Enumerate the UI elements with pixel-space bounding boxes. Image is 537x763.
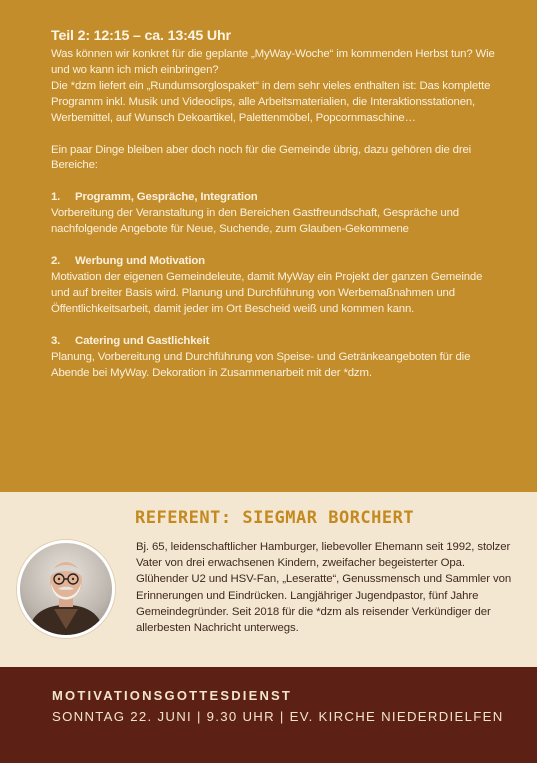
- area-2-title: Werbung und Motivation: [75, 255, 205, 268]
- spacer: [51, 238, 503, 254]
- area-3-heading: [51, 334, 503, 350]
- event-details: SONNTAG 22. JUNI | 9.30 UHR | EV. KIRCHE NIEDERDIELFEN: [52, 709, 504, 724]
- area-1: [51, 190, 503, 238]
- program-content: [51, 28, 503, 381]
- area-1-heading: [51, 190, 503, 206]
- area-3-number: 3.: [51, 334, 61, 347]
- area-3-text: Planung, Vorbereitung und Durchführung von Speise- und Getränkeangeboten für die Abende bei MyWay. Dekoration in Zusammenarbeit mit der *dzm.: [51, 350, 471, 379]
- speaker-section: [0, 492, 537, 667]
- area-3: [51, 334, 503, 382]
- speaker-photo: [17, 540, 115, 638]
- spacer: [51, 318, 503, 334]
- area-2-number: 2.: [51, 255, 61, 268]
- part-title: Teil 2: 12:15 – ca. 13:45 Uhr: [51, 28, 231, 44]
- intro-question: Was können wir konkret für die geplante „MyWay-Woche“ im kommenden Herbst tun? Wie und wo kann ich mich einbringen?: [51, 48, 495, 76]
- area-1-text: Vorbereitung der Veranstaltung in den Bereichen Gastfreundschaft, Gespräche und nachfolgende Angebote für Neue, Suchende, zum Glauben-Gekommene: [51, 207, 459, 236]
- intro-areas: Ein paar Dinge bleiben aber doch noch für die Gemeinde übrig, dazu gehören die drei Bereiche:: [51, 143, 472, 172]
- speaker-bio: Bj. 65, leidenschaftlicher Hamburger, liebevoller Ehemann seit 1992, stolzer Vater von drei erwachsenen Kindern, zweifacher begeisterter Opa. Glühender U2 und HSV-Fan, „Leseratte“, Genussmensch und Sammler von Erinnerungen und Eindrücken. Langjähriger Jugendpastor, fünf Jahre Gemeindegründer. Seit 2018 für die *dzm als reisender Verkündiger der allerbesten Nachricht unterwegs.: [136, 541, 512, 635]
- area-2-heading: [51, 254, 503, 270]
- speaker-heading: REFERENT: SIEGMAR BORCHERT: [135, 508, 415, 528]
- area-2-text: Motivation der eigenen Gemeindeleute, damit MyWay ein Projekt der ganzen Gemeinde und auf breiter Basis wird. Planung und Durchführung von Werbemaßnahmen und Öffentlichkeitsarbeit, damit jeder im Ort Bescheid weiß und kommen kann.: [51, 270, 483, 315]
- area-1-title: Programm, Gespräche, Integration: [75, 191, 258, 204]
- area-1-number: 1.: [51, 191, 61, 204]
- area-2: [51, 254, 503, 318]
- spacer: [51, 174, 503, 190]
- event-footer: [0, 667, 537, 763]
- spacer: [51, 127, 503, 143]
- intro-package: Die *dzm liefert ein „Rundumsorglospaket“ in dem sehr vieles enthalten ist: Das komplette Programm inkl. Musik und Videoclips, alle Arbeitsmaterialien, die Interaktionsstationen, Werbemittel, auf Wunsch Dekoartikel, Palettenmöbel, Popcornmaschine…: [51, 79, 491, 124]
- area-3-title: Catering und Gastlichkeit: [75, 334, 210, 347]
- event-title: MOTIVATIONSGOTTESDIENST: [52, 688, 293, 703]
- speaker-portrait-icon: [20, 543, 112, 635]
